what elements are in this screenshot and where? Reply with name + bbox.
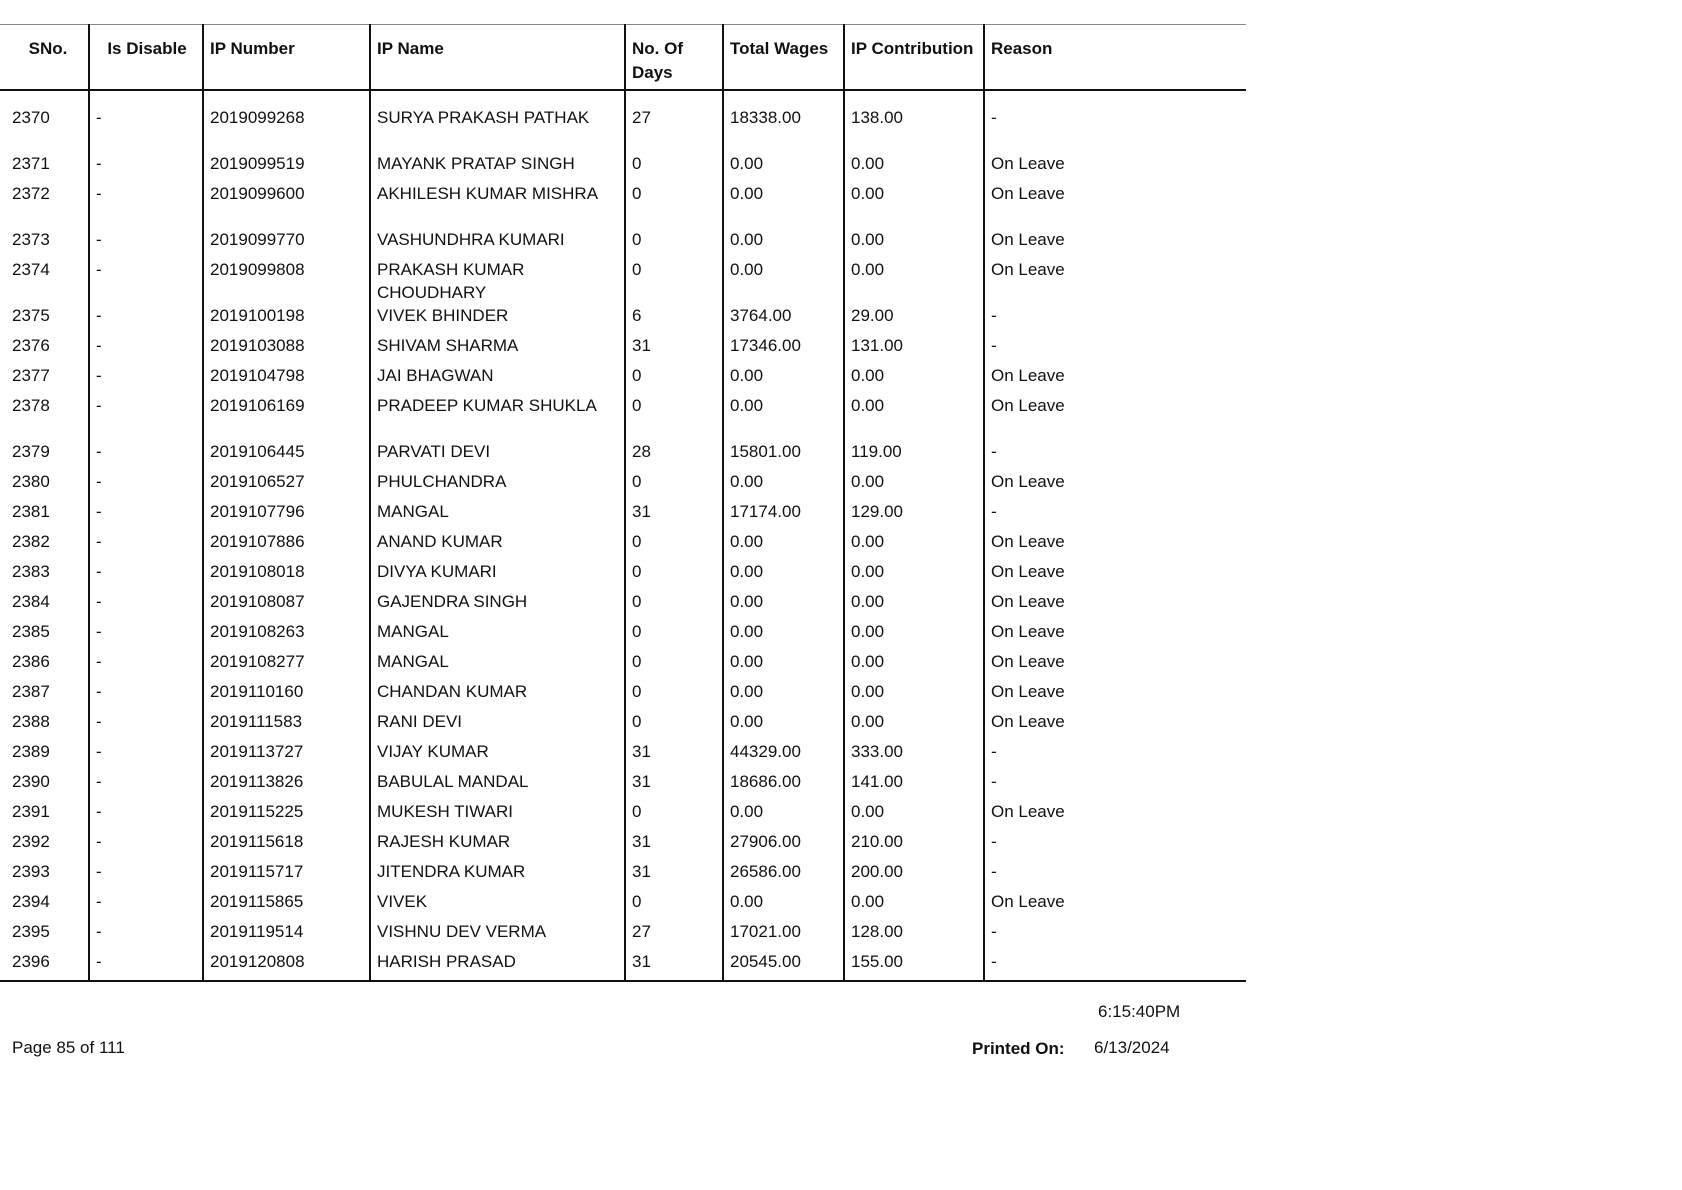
cell-is-disable: - [89,182,203,228]
cell-ip-contribution: 0.00 [844,152,984,182]
cell-total-wages: 0.00 [723,890,844,920]
table-row [0,334,1246,364]
cell-is-disable: - [89,860,203,890]
cell-ip-number: 2019115865 [203,890,370,920]
cell-ip-name: JITENDRA KUMAR [370,860,625,890]
cell-sno: 2389 [12,742,50,761]
cell-ip-number: 2019110160 [203,680,370,710]
cell-reason: On Leave [984,364,1246,394]
cell-sno: 2371 [12,154,50,173]
cell-ip-number: 2019099770 [203,228,370,258]
cell-ip-contribution: 0.00 [844,560,984,590]
cell-ip-name: SURYA PRAKASH PATHAK [370,106,625,152]
cell-total-wages: 0.00 [723,710,844,740]
cell-no-of-days: 0 [625,680,723,710]
cell-reason: On Leave [984,530,1246,560]
cell-sno: 2385 [12,622,50,641]
cell-ip-number: 2019099519 [203,152,370,182]
cell-total-wages: 0.00 [723,650,844,680]
cell-no-of-days: 27 [625,920,723,950]
col-header-ip-name: IP Name [370,25,625,91]
cell-no-of-days: 31 [625,770,723,800]
cell-is-disable: - [89,440,203,470]
cell-ip-name: MUKESH TIWARI [370,800,625,830]
cell-ip-number: 2019108263 [203,620,370,650]
cell-total-wages: 17021.00 [723,920,844,950]
cell-reason: On Leave [984,680,1246,710]
cell-sno: 2393 [12,862,50,881]
cell-ip-name: GAJENDRA SINGH [370,590,625,620]
table-row [0,470,1246,500]
cell-ip-number: 2019099808 [203,258,370,304]
cell-is-disable: - [89,394,203,440]
cell-is-disable: - [89,258,203,304]
cell-total-wages: 0.00 [723,800,844,830]
cell-ip-number: 2019103088 [203,334,370,364]
cell-is-disable: - [89,470,203,500]
table-body [0,90,1246,981]
table-row [0,590,1246,620]
cell-ip-contribution: 141.00 [844,770,984,800]
cell-is-disable: - [89,590,203,620]
cell-reason: On Leave [984,228,1246,258]
table-row [0,152,1246,182]
table-row [0,830,1246,860]
table-row [0,106,1246,152]
cell-ip-contribution: 29.00 [844,304,984,334]
cell-ip-number: 2019107796 [203,500,370,530]
cell-reason: - [984,920,1246,950]
cell-ip-name: CHANDAN KUMAR [370,680,625,710]
cell-ip-name: MANGAL [370,620,625,650]
cell-reason: On Leave [984,620,1246,650]
cell-no-of-days: 0 [625,182,723,228]
cell-total-wages: 0.00 [723,258,844,304]
cell-sno: 2386 [12,652,50,671]
cell-reason: - [984,304,1246,334]
cell-ip-name: PRAKASH KUMAR CHOUDHARY [370,258,625,304]
table-row [0,364,1246,394]
table-row [0,920,1246,950]
cell-reason: On Leave [984,258,1246,304]
cell-ip-name: VIVEK BHINDER [370,304,625,334]
table-row [0,860,1246,890]
cell-ip-number: 2019115717 [203,860,370,890]
cell-ip-contribution: 200.00 [844,860,984,890]
col-header-sno: SNo. [0,25,89,91]
cell-total-wages: 17346.00 [723,334,844,364]
cell-ip-number: 2019107886 [203,530,370,560]
col-header-reason: Reason [984,25,1246,91]
cell-ip-name: AKHILESH KUMAR MISHRA [370,182,625,228]
cell-sno: 2395 [12,922,50,941]
cell-reason: - [984,770,1246,800]
cell-reason: - [984,106,1246,152]
cell-sno: 2392 [12,832,50,851]
cell-total-wages: 18338.00 [723,106,844,152]
table-row [0,890,1246,920]
cell-no-of-days: 0 [625,258,723,304]
cell-reason: - [984,860,1246,890]
cell-ip-number: 2019111583 [203,710,370,740]
cell-ip-number: 2019099600 [203,182,370,228]
cell-is-disable: - [89,770,203,800]
cell-is-disable: - [89,620,203,650]
cell-reason: On Leave [984,890,1246,920]
cell-total-wages: 0.00 [723,152,844,182]
cell-total-wages: 0.00 [723,470,844,500]
table-row [0,560,1246,590]
cell-sno: 2375 [12,306,50,325]
cell-is-disable: - [89,334,203,364]
cell-ip-contribution: 138.00 [844,106,984,152]
cell-ip-contribution: 0.00 [844,470,984,500]
cell-no-of-days: 0 [625,364,723,394]
cell-reason: - [984,334,1246,364]
cell-sno: 2374 [12,260,50,279]
cell-is-disable: - [89,800,203,830]
table-row [0,680,1246,710]
table-row [0,394,1246,440]
cell-ip-number: 2019108018 [203,560,370,590]
cell-is-disable: - [89,530,203,560]
cell-sno: 2396 [0,950,89,981]
table-row [0,530,1246,560]
cell-ip-number: 2019108087 [203,590,370,620]
col-header-is-disable: Is Disable [89,25,203,91]
cell-no-of-days: 0 [625,800,723,830]
cell-ip-number: 2019113826 [203,770,370,800]
cell-ip-contribution: 0.00 [844,680,984,710]
cell-ip-number: 2019115225 [203,800,370,830]
cell-is-disable: - [89,830,203,860]
cell-sno: 2383 [12,562,50,581]
cell-ip-contribution: 0.00 [844,394,984,440]
cell-no-of-days: 0 [625,650,723,680]
printed-on-date: 6/13/2024 [1094,1038,1170,1057]
cell-ip-name: VASHUNDHRA KUMARI [370,228,625,258]
cell-ip-contribution: 0.00 [844,530,984,560]
cell-no-of-days: 28 [625,440,723,470]
cell-is-disable: - [89,950,203,981]
cell-total-wages: 26586.00 [723,860,844,890]
cell-ip-contribution: 0.00 [844,258,984,304]
cell-no-of-days: 0 [625,530,723,560]
cell-ip-number: 2019113727 [203,740,370,770]
cell-is-disable: - [89,560,203,590]
cell-reason: - [984,740,1246,770]
page-number: Page 85 of 111 [12,1038,125,1057]
cell-no-of-days: 0 [625,890,723,920]
cell-ip-number: 2019106527 [203,470,370,500]
cell-ip-contribution: 0.00 [844,650,984,680]
cell-is-disable: - [89,920,203,950]
cell-ip-contribution: 119.00 [844,440,984,470]
cell-ip-contribution: 0.00 [844,182,984,228]
cell-total-wages: 0.00 [723,620,844,650]
col-header-no-of-days: No. Of Days [625,25,723,91]
cell-ip-contribution: 0.00 [844,364,984,394]
cell-ip-name: SHIVAM SHARMA [370,334,625,364]
cell-is-disable: - [89,680,203,710]
cell-total-wages: 0.00 [723,364,844,394]
cell-ip-contribution: 0.00 [844,590,984,620]
table-row [0,620,1246,650]
cell-reason: On Leave [984,152,1246,182]
cell-sno: 2378 [12,396,50,415]
cell-sno: 2377 [12,366,50,385]
cell-ip-name: RANI DEVI [370,710,625,740]
cell-ip-name: PRADEEP KUMAR SHUKLA [370,394,625,440]
cell-ip-name: PHULCHANDRA [370,470,625,500]
cell-ip-name: HARISH PRASAD [370,950,625,981]
cell-sno: 2381 [12,502,50,521]
printed-on-label: Printed On: [972,1039,1065,1058]
table-row [0,500,1246,530]
cell-ip-contribution: 129.00 [844,500,984,530]
cell-total-wages: 3764.00 [723,304,844,334]
cell-reason: - [984,830,1246,860]
cell-reason: - [984,440,1246,470]
cell-ip-number: 2019099268 [203,106,370,152]
print-time: 6:15:40PM [1098,1002,1181,1021]
table-row [0,440,1246,470]
cell-no-of-days: 0 [625,710,723,740]
contribution-table [0,24,1246,982]
cell-ip-name: MANGAL [370,500,625,530]
cell-ip-name: VISHNU DEV VERMA [370,920,625,950]
cell-is-disable: - [89,152,203,182]
cell-ip-contribution: 131.00 [844,334,984,364]
cell-ip-contribution: 0.00 [844,228,984,258]
cell-sno: 2394 [12,892,50,911]
cell-total-wages: 18686.00 [723,770,844,800]
cell-ip-contribution: 0.00 [844,800,984,830]
cell-sno: 2376 [12,336,50,355]
cell-no-of-days: 31 [625,334,723,364]
table-row [0,800,1246,830]
cell-is-disable: - [89,890,203,920]
cell-sno: 2372 [12,184,50,203]
cell-ip-contribution: 210.00 [844,830,984,860]
cell-ip-name: VIVEK [370,890,625,920]
cell-no-of-days: 0 [625,394,723,440]
table-row [0,304,1246,334]
table-header-row [0,25,1246,91]
cell-is-disable: - [89,304,203,334]
cell-no-of-days: 31 [625,830,723,860]
cell-ip-contribution: 155.00 [844,950,984,981]
cell-total-wages: 17174.00 [723,500,844,530]
cell-ip-number: 2019106445 [203,440,370,470]
cell-is-disable: - [89,710,203,740]
cell-reason: On Leave [984,394,1246,440]
cell-sno: 2379 [12,442,50,461]
cell-total-wages: 0.00 [723,394,844,440]
table-row [0,740,1246,770]
cell-reason: - [984,500,1246,530]
cell-ip-contribution: 128.00 [844,920,984,950]
cell-ip-contribution: 0.00 [844,890,984,920]
cell-sno: 2391 [12,802,50,821]
cell-sno: 2382 [12,532,50,551]
cell-ip-contribution: 0.00 [844,620,984,650]
cell-ip-name: RAJESH KUMAR [370,830,625,860]
cell-no-of-days: 0 [625,590,723,620]
cell-reason: On Leave [984,800,1246,830]
cell-is-disable: - [89,106,203,152]
cell-is-disable: - [89,364,203,394]
cell-ip-name: ANAND KUMAR [370,530,625,560]
cell-reason: On Leave [984,182,1246,228]
cell-sno: 2373 [12,230,50,249]
cell-no-of-days: 0 [625,470,723,500]
cell-ip-name: MANGAL [370,650,625,680]
cell-ip-number: 2019100198 [203,304,370,334]
cell-no-of-days: 0 [625,152,723,182]
cell-no-of-days: 31 [625,500,723,530]
cell-ip-name: VIJAY KUMAR [370,740,625,770]
cell-sno: 2388 [12,712,50,731]
cell-total-wages: 15801.00 [723,440,844,470]
table-row [0,710,1246,740]
cell-total-wages: 0.00 [723,182,844,228]
cell-no-of-days: 27 [625,106,723,152]
cell-sno: 2390 [12,772,50,791]
cell-is-disable: - [89,740,203,770]
cell-no-of-days: 0 [625,228,723,258]
cell-no-of-days: 31 [625,860,723,890]
table-row [0,650,1246,680]
cell-ip-number: 2019115618 [203,830,370,860]
cell-total-wages: 0.00 [723,590,844,620]
cell-no-of-days: 0 [625,620,723,650]
cell-ip-name: MAYANK PRATAP SINGH [370,152,625,182]
col-header-ip-contribution: IP Contribution [844,25,984,91]
cell-is-disable: - [89,650,203,680]
cell-is-disable: - [89,228,203,258]
cell-total-wages: 20545.00 [723,950,844,981]
cell-no-of-days: 6 [625,304,723,334]
cell-reason: On Leave [984,710,1246,740]
cell-reason: - [984,950,1246,981]
cell-no-of-days: 0 [625,560,723,590]
col-header-ip-number: IP Number [203,25,370,91]
col-header-total-wages: Total Wages [723,25,844,91]
cell-total-wages: 27906.00 [723,830,844,860]
table-row [0,182,1246,228]
cell-ip-contribution: 0.00 [844,710,984,740]
cell-ip-number: 2019106169 [203,394,370,440]
cell-total-wages: 44329.00 [723,740,844,770]
cell-total-wages: 0.00 [723,680,844,710]
cell-no-of-days: 31 [625,950,723,981]
cell-sno: 2384 [12,592,50,611]
cell-is-disable: - [89,500,203,530]
cell-ip-number: 2019119514 [203,920,370,950]
cell-sno: 2387 [12,682,50,701]
cell-reason: On Leave [984,470,1246,500]
cell-no-of-days: 31 [625,740,723,770]
table-row [0,950,1246,981]
cell-ip-number: 2019120808 [203,950,370,981]
table-row [0,258,1246,304]
cell-sno: 2370 [12,108,50,127]
cell-reason: On Leave [984,650,1246,680]
table-row [0,770,1246,800]
cell-sno: 2380 [12,472,50,491]
cell-ip-contribution: 333.00 [844,740,984,770]
cell-reason: On Leave [984,560,1246,590]
cell-reason: On Leave [984,590,1246,620]
cell-ip-name: BABULAL MANDAL [370,770,625,800]
cell-ip-name: JAI BHAGWAN [370,364,625,394]
cell-total-wages: 0.00 [723,228,844,258]
table-spacer-row [0,90,1246,106]
cell-total-wages: 0.00 [723,560,844,590]
cell-ip-name: DIVYA KUMARI [370,560,625,590]
cell-total-wages: 0.00 [723,530,844,560]
cell-ip-number: 2019104798 [203,364,370,394]
cell-ip-number: 2019108277 [203,650,370,680]
table-row [0,228,1246,258]
cell-ip-name: PARVATI DEVI [370,440,625,470]
